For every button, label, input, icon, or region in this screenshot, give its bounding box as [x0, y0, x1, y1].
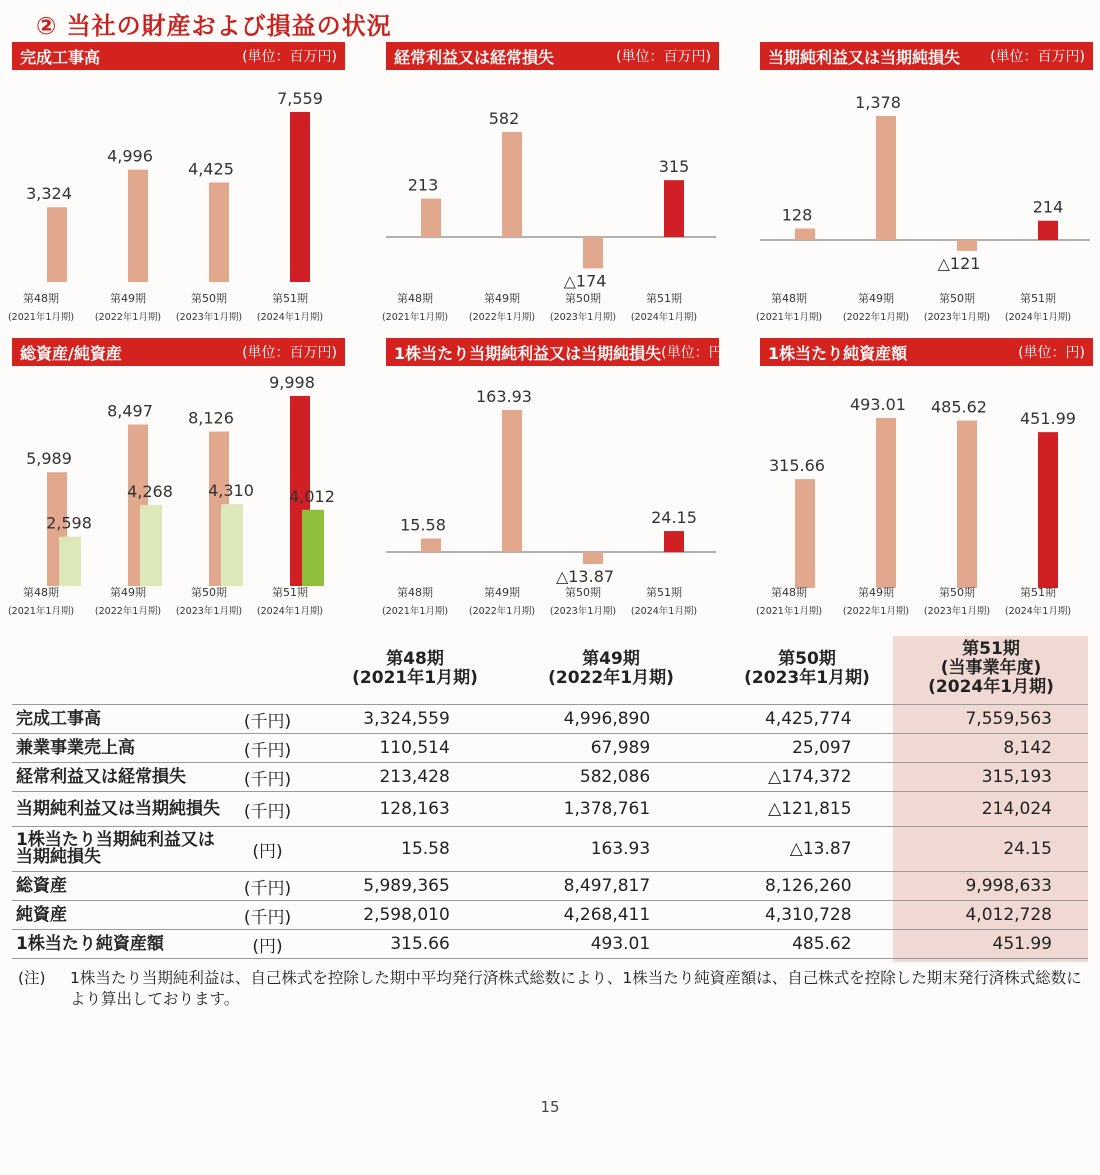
bar-value-label: 8,497	[107, 401, 153, 421]
x-tick-label: 第48期	[23, 292, 59, 305]
cell-value: 67,989	[458, 734, 658, 763]
x-tick-label: 第50期	[939, 292, 975, 305]
bar-value-label: △121	[937, 253, 981, 273]
revenue-chart	[7, 70, 345, 332]
bar-value-label: 451.99	[1020, 409, 1076, 429]
bar-3	[290, 112, 310, 282]
cell-value: 24.15	[860, 827, 1088, 872]
x-tick-label: 第49期	[484, 292, 520, 305]
row-label: 純資産	[12, 901, 231, 930]
cell-value: 4,425,774	[658, 705, 859, 734]
row-label: 経常利益又は経常損失	[12, 763, 231, 792]
bar-2	[583, 552, 603, 564]
x-tick-label: 第50期	[191, 292, 227, 305]
bar-1	[502, 132, 522, 237]
bar-3	[1038, 432, 1058, 588]
cell-value: 110,514	[304, 734, 458, 763]
bar-1	[502, 410, 522, 552]
x-tick-label: 第51期	[1020, 292, 1056, 305]
row-label: 兼業事業売上高	[12, 734, 231, 763]
x-tick-sublabel: (2023年1月期)	[175, 312, 243, 323]
cell-value: △121,815	[658, 792, 859, 827]
panel-unit: (単位：百万円)	[616, 49, 711, 65]
x-tick-label: 第50期	[565, 292, 601, 305]
table-row	[12, 901, 1088, 930]
cell-value: 315,193	[860, 763, 1088, 792]
bar-net-0	[59, 537, 81, 586]
chart-panel-revenue	[7, 42, 345, 332]
cell-value: 451.99	[860, 930, 1088, 959]
x-tick-sublabel: (2023年1月期)	[923, 312, 991, 323]
bar-value-label: 4,268	[127, 481, 173, 501]
x-tick-sublabel: (2021年1月期)	[755, 312, 823, 323]
bar-value-label: 315.66	[769, 456, 825, 476]
x-tick-label: 第50期	[939, 586, 975, 599]
bar-value-label: 9,998	[269, 373, 315, 392]
bar-value-label: 3,324	[26, 184, 72, 204]
x-tick-sublabel: (2024年1月期)	[256, 312, 324, 323]
bar-net-1	[140, 505, 162, 586]
chart-panel-eps	[381, 338, 729, 628]
cell-value: 213,428	[304, 763, 458, 792]
bar-value-label: 24.15	[651, 508, 697, 528]
bar-2	[957, 240, 977, 251]
row-unit: (千円)	[231, 901, 304, 930]
cell-value: 3,324,559	[304, 705, 458, 734]
bar-3	[664, 180, 684, 237]
panel-title: 当期純利益又は当期純損失	[768, 47, 961, 67]
bar-1	[876, 418, 896, 588]
bar-value-label: 4,425	[188, 159, 234, 179]
panel-unit: (単位：円)	[1018, 345, 1085, 361]
table-row	[12, 827, 1088, 872]
table-row	[12, 792, 1088, 827]
x-tick-label: 第51期	[646, 586, 682, 599]
x-tick-label: 第51期	[272, 586, 308, 599]
bar-1	[876, 116, 896, 240]
table-row	[12, 872, 1088, 901]
section-title: ② 当社の財産および損益の状況	[36, 12, 392, 40]
bar-net-2	[221, 504, 243, 586]
table-header	[12, 636, 1088, 704]
cell-value: 493.01	[458, 930, 658, 959]
x-tick-label: 第48期	[23, 586, 59, 599]
bar-value-label: 4,310	[208, 481, 254, 501]
panel-unit: (単位：百万円)	[242, 345, 337, 361]
bar-0	[421, 539, 441, 552]
bar-value-label: 5,989	[26, 449, 72, 469]
footnote-text: 1株当たり当期純利益は、自己株式を控除した期中平均発行済株式総数により、1株当たり純資産額は、自己株式を控除した期末発行済株式総数により算出しております。	[70, 969, 1082, 1008]
cell-value: 4,996,890	[458, 705, 658, 734]
financial-table	[12, 636, 1088, 959]
panel-unit: (単位：百万円)	[242, 49, 337, 65]
x-tick-sublabel: (2021年1月期)	[381, 312, 449, 323]
x-tick-sublabel: (2024年1月期)	[256, 606, 324, 617]
panel-unit: (単位：百万円)	[990, 49, 1085, 65]
bar-1	[128, 170, 148, 282]
bar-value-label: 1,378	[855, 93, 901, 112]
table-row	[12, 763, 1088, 792]
bar-value-label: △174	[563, 271, 607, 291]
x-tick-sublabel: (2023年1月期)	[549, 312, 617, 323]
row-unit: (千円)	[231, 872, 304, 901]
panel-title: 1株当たり当期純利益又は当期純損失	[394, 343, 662, 363]
x-tick-label: 第48期	[771, 292, 807, 305]
bar-value-label: 4,012	[289, 486, 335, 506]
cell-value: △174,372	[658, 763, 859, 792]
row-label: 総資産	[12, 872, 231, 901]
x-tick-label: 第51期	[272, 292, 308, 305]
x-tick-label: 第48期	[397, 586, 433, 599]
row-unit: (円)	[231, 930, 304, 959]
row-unit: (千円)	[231, 705, 304, 734]
cell-value: 15.58	[304, 827, 458, 872]
bar-value-label: 8,126	[188, 408, 234, 428]
bar-value-label: 213	[407, 175, 439, 195]
x-tick-sublabel: (2021年1月期)	[7, 312, 75, 323]
eps-chart	[381, 366, 719, 628]
cell-value: 582,086	[458, 763, 658, 792]
bar-value-label: 128	[781, 205, 813, 225]
x-tick-sublabel: (2022年1月期)	[468, 606, 536, 617]
x-tick-sublabel: (2023年1月期)	[923, 606, 991, 617]
x-tick-sublabel: (2021年1月期)	[381, 606, 449, 617]
x-tick-sublabel: (2023年1月期)	[175, 606, 243, 617]
bar-value-label: 493.01	[850, 395, 906, 414]
chart-panel-ordinary-profit	[381, 42, 719, 332]
x-tick-sublabel: (2022年1月期)	[842, 606, 910, 617]
row-unit: (千円)	[231, 734, 304, 763]
cell-value: 7,559,563	[860, 705, 1088, 734]
header-col-49: 第49期 (2022年1月期)	[548, 649, 674, 688]
x-tick-label: 第48期	[771, 586, 807, 599]
cell-value: 4,310,728	[658, 901, 859, 930]
financial-table-body	[12, 704, 1088, 959]
bar-2	[209, 182, 229, 282]
x-tick-sublabel: (2021年1月期)	[755, 606, 823, 617]
x-tick-sublabel: (2022年1月期)	[842, 312, 910, 323]
cell-value: 485.62	[658, 930, 859, 959]
x-tick-label: 第49期	[110, 292, 146, 305]
header-col-48: 第48期 (2021年1月期)	[352, 649, 478, 688]
bar-value-label: △13.87	[555, 567, 615, 587]
row-label: 1株当たり純資産額	[12, 930, 231, 959]
chart-panel-bps	[755, 338, 1093, 628]
x-tick-sublabel: (2022年1月期)	[468, 312, 536, 323]
bar-value-label: 582	[488, 109, 520, 128]
x-tick-label: 第49期	[858, 586, 894, 599]
bar-value-label: 163.93	[476, 387, 532, 406]
bar-0	[421, 199, 441, 237]
bar-value-label: 214	[1032, 197, 1064, 217]
x-tick-sublabel: (2022年1月期)	[94, 312, 162, 323]
net-income-chart	[755, 70, 1093, 332]
x-tick-sublabel: (2024年1月期)	[1004, 606, 1072, 617]
cell-value: 8,142	[860, 734, 1088, 763]
x-tick-label: 第49期	[858, 292, 894, 305]
panel-title: 1株当たり純資産額	[768, 343, 908, 363]
x-tick-label: 第51期	[1020, 586, 1056, 599]
chart-panel-assets	[7, 338, 345, 628]
table-row	[12, 930, 1088, 959]
cell-value: 5,989,365	[304, 872, 458, 901]
row-unit: (円)	[231, 827, 304, 872]
row-label: 当期純利益又は当期純損失	[12, 792, 231, 827]
assets-chart	[7, 366, 345, 628]
row-label: 1株当たり当期純利益又は当期純損失	[12, 827, 231, 872]
x-tick-sublabel: (2024年1月期)	[630, 606, 698, 617]
bar-0	[795, 228, 815, 240]
header-col-51: 第51期 (当事業年度) (2024年1月期)	[928, 639, 1054, 697]
cell-value: 4,268,411	[458, 901, 658, 930]
table-row	[12, 705, 1088, 734]
bar-value-label: 315	[658, 157, 690, 177]
x-tick-label: 第48期	[397, 292, 433, 305]
x-tick-sublabel: (2024年1月期)	[1004, 312, 1072, 323]
panel-title: 総資産/純資産	[20, 343, 122, 363]
x-tick-sublabel: (2022年1月期)	[94, 606, 162, 617]
cell-value: 214,024	[860, 792, 1088, 827]
bar-value-label: 15.58	[400, 515, 446, 535]
cell-value: 8,126,260	[658, 872, 859, 901]
panel-title: 経常利益又は経常損失	[394, 47, 555, 67]
cell-value: 163.93	[458, 827, 658, 872]
panel-title: 完成工事高	[20, 47, 101, 67]
bar-net-3	[302, 510, 324, 586]
x-tick-label: 第49期	[484, 586, 520, 599]
bar-2	[957, 421, 977, 588]
row-unit: (千円)	[231, 792, 304, 827]
cell-value: 4,012,728	[860, 901, 1088, 930]
cell-value: 9,998,633	[860, 872, 1088, 901]
cell-value: 315.66	[304, 930, 458, 959]
x-tick-label: 第49期	[110, 586, 146, 599]
x-tick-label: 第50期	[565, 586, 601, 599]
row-label: 完成工事高	[12, 705, 231, 734]
bar-value-label: 485.62	[931, 397, 987, 417]
bar-value-label: 4,996	[107, 146, 153, 166]
cell-value: △13.87	[658, 827, 859, 872]
bar-0	[47, 207, 67, 282]
bps-chart	[755, 366, 1093, 628]
cell-value: 2,598,010	[304, 901, 458, 930]
bar-3	[1038, 221, 1058, 240]
x-tick-sublabel: (2024年1月期)	[630, 312, 698, 323]
bar-2	[583, 237, 603, 268]
ordinary-profit-chart	[381, 70, 719, 332]
cell-value: 1,378,761	[458, 792, 658, 827]
page-number: 15	[540, 1098, 560, 1116]
bar-0	[795, 479, 815, 588]
x-tick-label: 第50期	[191, 586, 227, 599]
cell-value: 128,163	[304, 792, 458, 827]
bar-value-label: 7,559	[277, 89, 323, 108]
table-row	[12, 734, 1088, 763]
footnote-mark: (注)	[18, 969, 46, 987]
row-unit: (千円)	[231, 763, 304, 792]
x-tick-sublabel: (2021年1月期)	[7, 606, 75, 617]
header-col-50: 第50期 (2023年1月期)	[744, 649, 870, 688]
cell-value: 8,497,817	[458, 872, 658, 901]
panel-unit: (単位：円)	[661, 345, 729, 361]
x-tick-label: 第51期	[646, 292, 682, 305]
bar-value-label: 2,598	[46, 513, 92, 533]
x-tick-sublabel: (2023年1月期)	[549, 606, 617, 617]
chart-panel-net-income	[755, 42, 1093, 332]
bar-3	[664, 531, 684, 552]
cell-value: 25,097	[658, 734, 859, 763]
